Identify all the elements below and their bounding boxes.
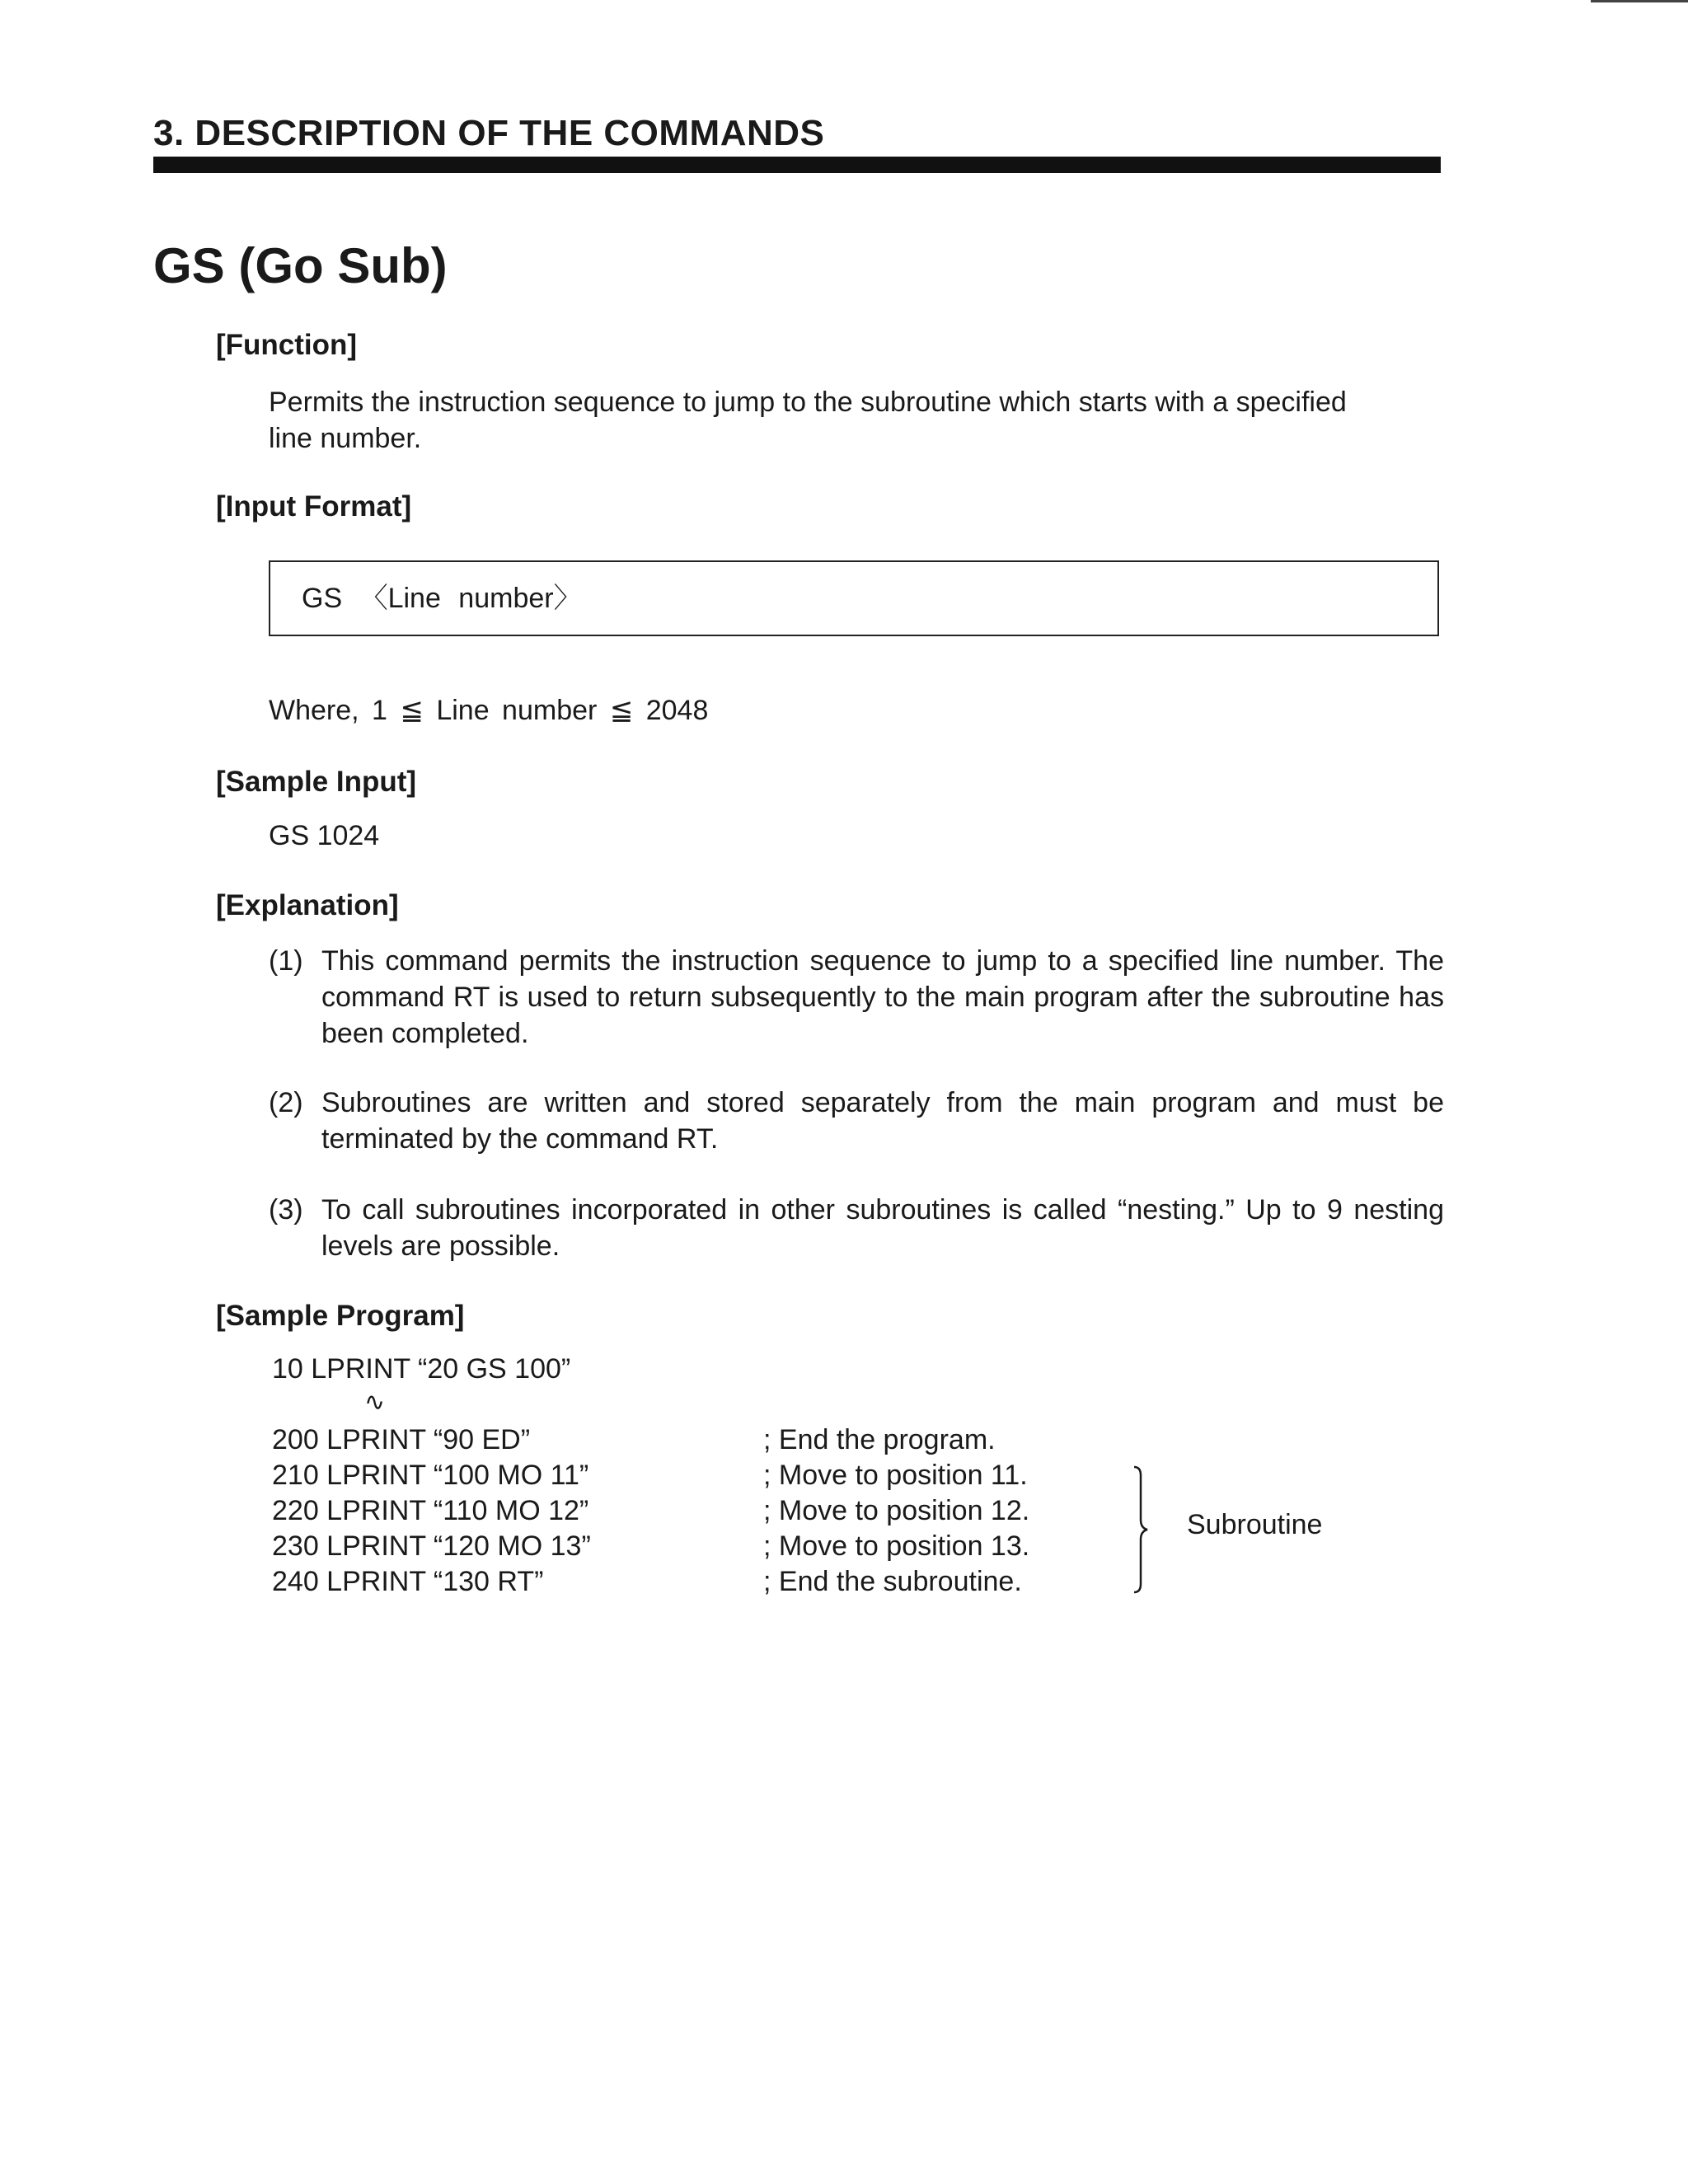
program-line-comment: ; Move to position 12. [763,1495,1030,1526]
format-box [269,560,1439,636]
input-format-heading: [Input Format] [216,490,412,523]
format-text: GS 〈Line number〉 [302,583,582,614]
function-text-line1: Permits the instruction sequence to jump to the subroutine which starts with a specified [269,387,1347,418]
program-line-code: 230 LPRINT “120 MO 13” [272,1530,591,1562]
program-line-comment: ; End the subroutine. [763,1566,1022,1597]
explanation-item-3 [269,1192,1444,1264]
program-line-first: 10 LPRINT “20 GS 100” [272,1353,571,1385]
program-line-code: 220 LPRINT “110 MO 12” [272,1495,589,1526]
explanation-heading: [Explanation] [216,889,399,921]
explanation-text-2: Subroutines are written and stored separately from the main program and must be terminated by the command RT. [321,1087,1444,1155]
sample-input-text: GS 1024 [269,820,380,851]
explanation-item-1 [269,943,1444,1052]
section-title: 3. DESCRIPTION OF THE COMMANDS [153,113,825,153]
explanation-number-1: (1) [269,945,303,977]
function-heading: [Function] [216,329,358,361]
program-line-comment: ; End the program. [763,1424,996,1455]
program-ellipsis: ∿ [364,1389,386,1416]
explanation-item-2 [269,1085,1444,1157]
program-line-code: 210 LPRINT “100 MO 11” [272,1460,589,1491]
program-line-comment: ; Move to position 13. [763,1530,1030,1562]
where-text: Where, 1 ≦ Line number ≦ 2048 [269,695,709,726]
section-rule [153,157,1441,173]
explanation-text-3: To call subroutines incorporated in other subroutines is called “nesting.” Up to 9 nesting levels are possible. [321,1194,1444,1262]
function-text-line2: line number. [269,423,422,454]
program-line-code: 200 LPRINT “90 ED” [272,1424,531,1455]
subroutine-label: Subroutine [1187,1509,1323,1540]
command-title: GS (Go Sub) [153,238,448,293]
explanation-number-2: (2) [269,1087,303,1118]
program-line-comment: ; Move to position 11. [763,1460,1028,1491]
corner-rule [1591,0,1688,2]
sample-program-heading: [Sample Program] [216,1300,465,1332]
sample-input-heading: [Sample Input] [216,766,417,798]
right-brace-icon [1129,1464,1162,1596]
section-header [153,114,1441,173]
program-line-code: 240 LPRINT “130 RT” [272,1566,544,1597]
explanation-text-1: This command permits the instruction sequence to jump to a specified line number. The command RT is used to return subsequently to the main program after the subroutine has been completed. [321,945,1444,1049]
explanation-number-3: (3) [269,1194,303,1226]
